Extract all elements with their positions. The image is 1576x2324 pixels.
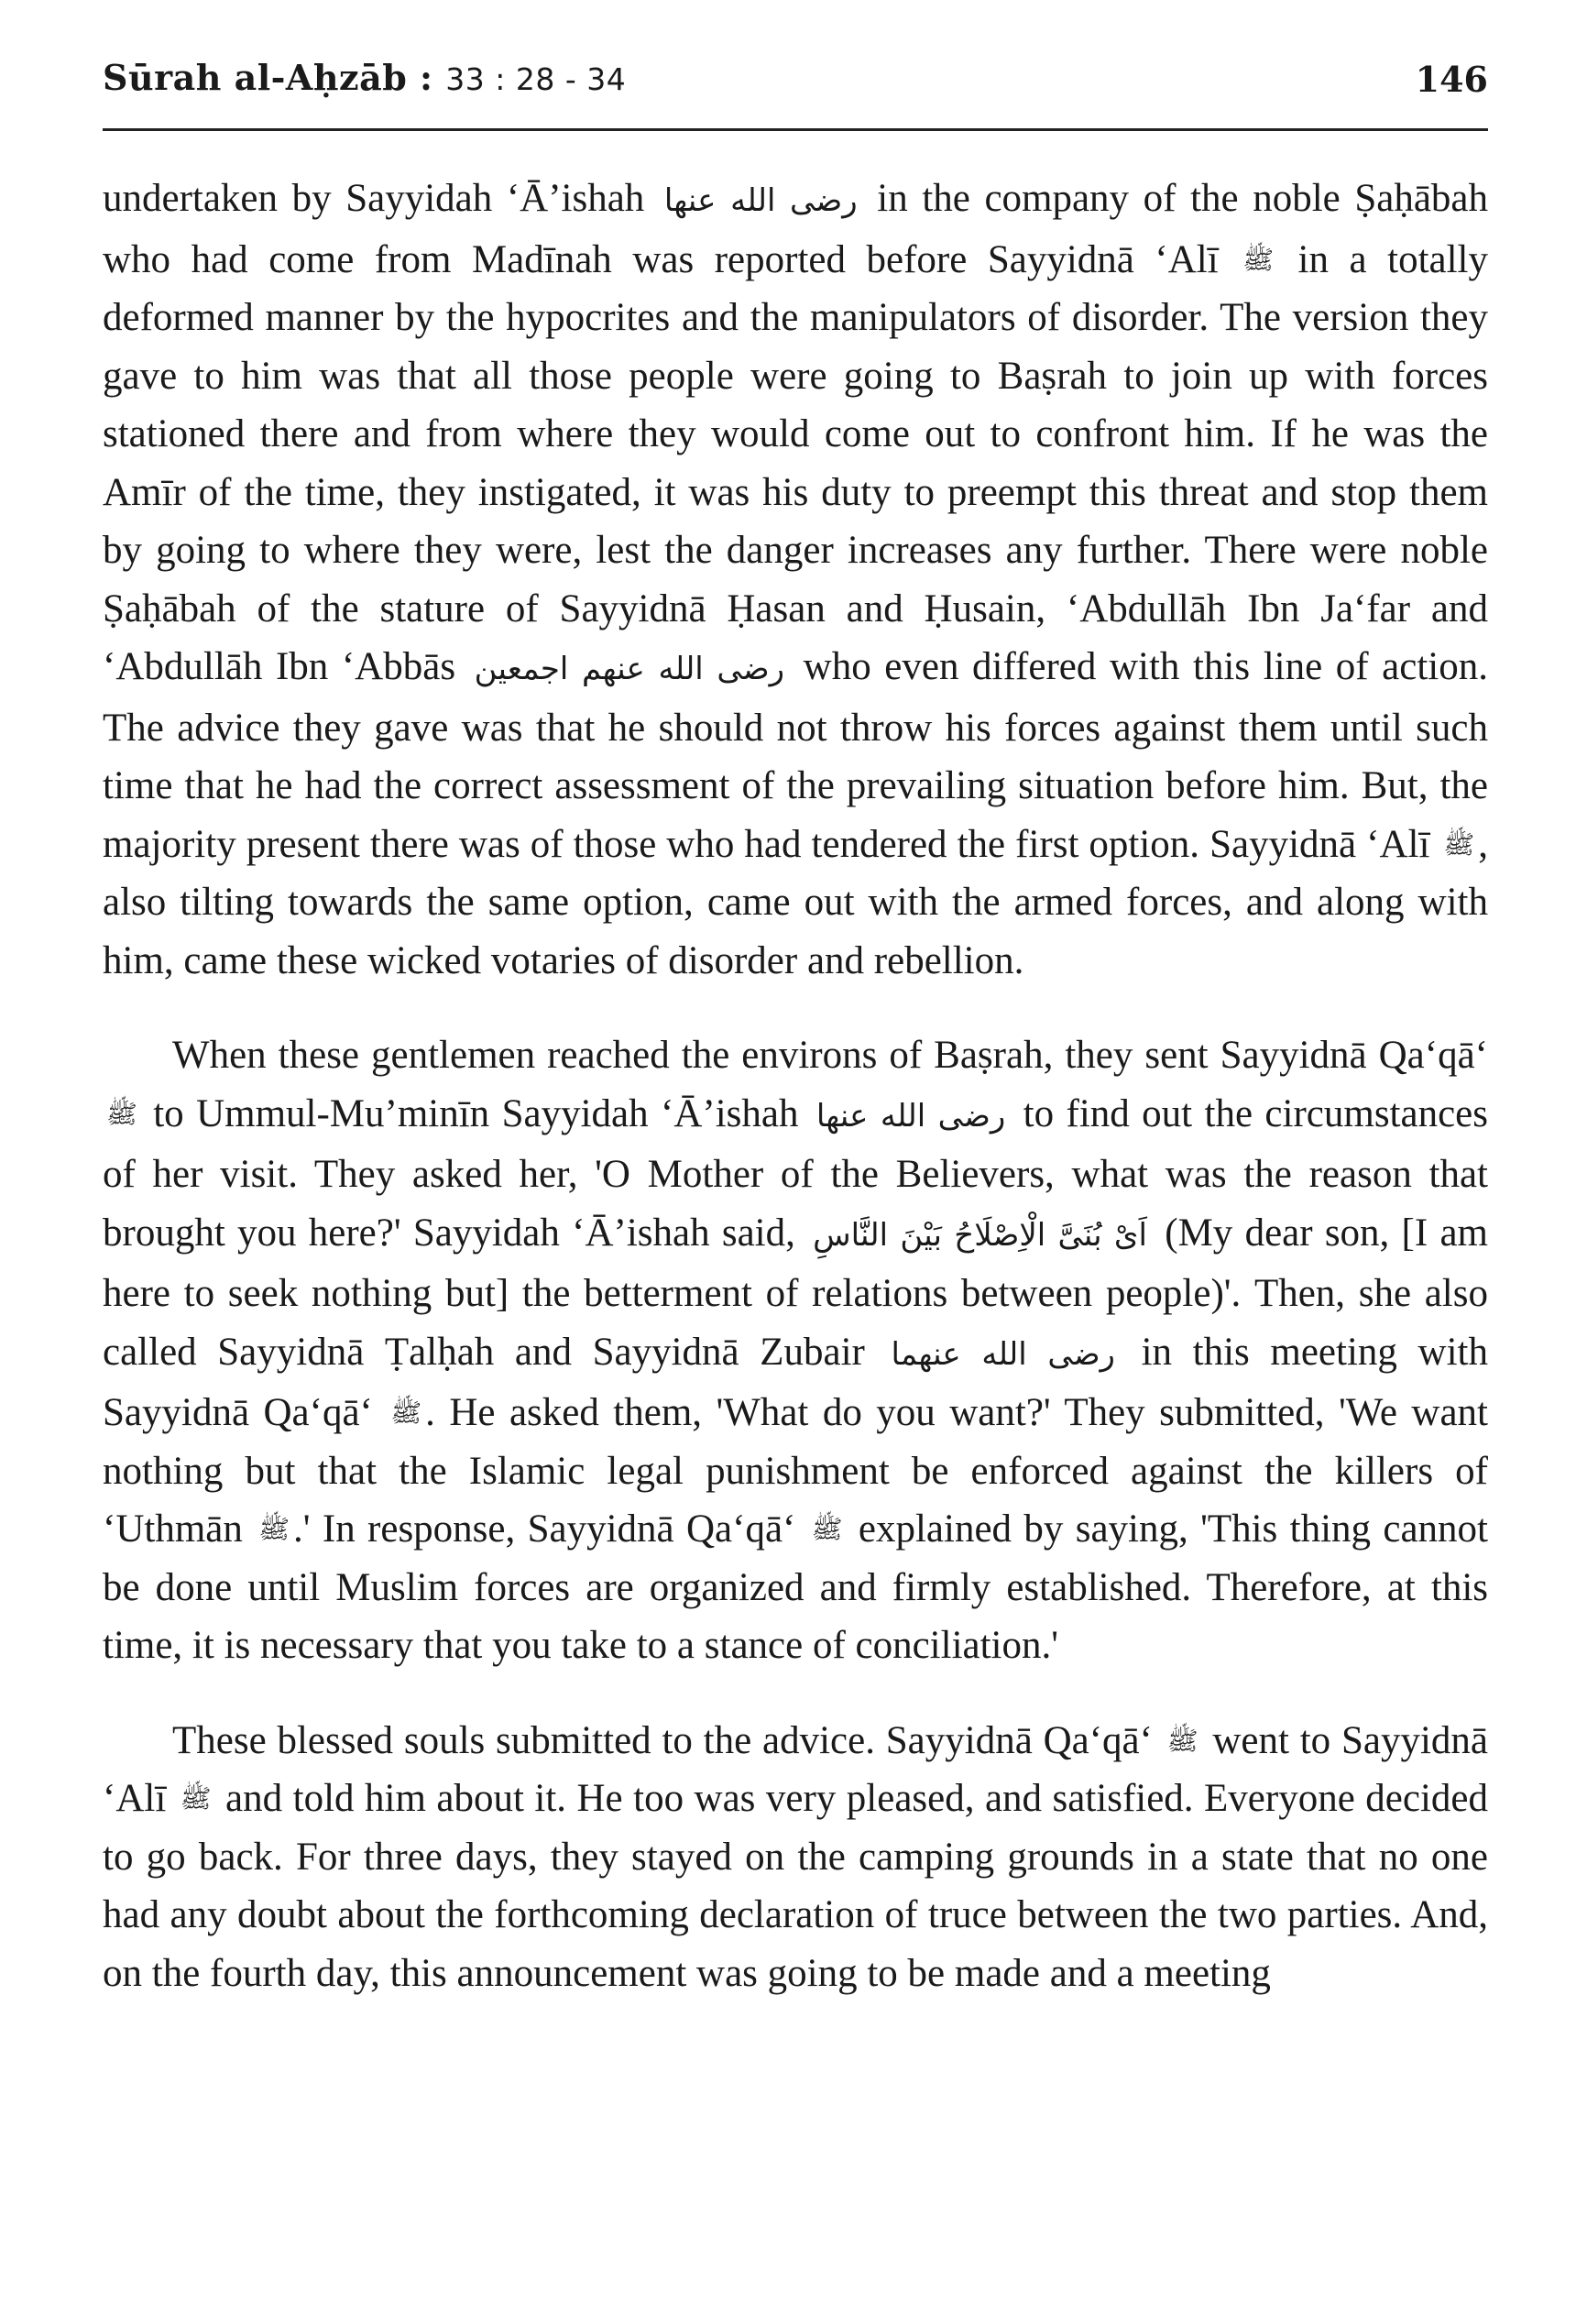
running-header [103, 37, 1488, 131]
honorific-symbol: ﷺ [390, 1398, 422, 1428]
paragraph-text: undertaken by Sayyidah ‘Ā’ishah [103, 177, 659, 220]
paragraph-text: went to Sayyidnā ‘Alī [103, 1718, 1488, 1820]
paragraph-text: explained by saying, 'This thing cannot be done until Muslim forces are organized and firmly established. Therefore, at this time, it is necessary that you take to a stance of conciliation.' [103, 1507, 1488, 1667]
arabic-phrase: رضى الله عنها [663, 182, 858, 219]
paragraph-text: to find out the circumstances of her visit. They asked her, 'O Mother of the Believers, what was the reason that brought you here?' Sayyidah ‘Ā’ishah said, [103, 1091, 1488, 1255]
paragraph-text: These blessed souls submitted to the advice. Sayyidnā Qa‘qā‘ [172, 1718, 1164, 1762]
arabic-phrase: اَىْ بُنَىَّ الْاِصْلَاحُ بَيْنَ النَّاسِ [813, 1216, 1147, 1254]
page-number: 146 [1415, 59, 1488, 100]
paragraph-text: in this meeting with Sayyidnā Qa‘qā‘ [103, 1330, 1488, 1434]
paragraph [103, 170, 1488, 990]
paragraph-text: .' In response, Sayyidnā Qa‘qā‘ [293, 1507, 808, 1551]
honorific-symbol: ﷺ [1166, 1725, 1198, 1756]
arabic-phrase: رضى الله عنهما [891, 1335, 1115, 1373]
paragraph-text: (My dear son, [I am here to seek nothing but] the betterment of relations between people)'. Then, she also called Sayyidnā Ṭalḥah and Sayyidnā Zubair [103, 1211, 1488, 1374]
paragraph [103, 1712, 1488, 2003]
paragraph-text: and told him about it. He too was very pleased, and satisfied. Everyone decided to go back. For three days, they stayed on the camping grounds in a state that no one had any doubt about the forthcoming declaration of truce between the two parties. And, on the fourth day, this announcement was going to be made and a meeting [103, 1777, 1488, 1995]
surah-title [103, 57, 626, 98]
body-text [103, 170, 1488, 2002]
paragraph-text: to Ummul-Mu’minīn Sayyidah ‘Ā’ishah [140, 1091, 811, 1135]
paragraph-text: , also tilting towards the same option, came out with the armed forces, and along with him, came these wicked votaries of disorder and rebellion. [103, 822, 1488, 982]
honorific-symbol: ﷺ [180, 1783, 212, 1814]
honorific-symbol: ﷺ [1242, 244, 1275, 275]
paragraph-text: . He asked them, 'What do you want?' They submitted, 'We want nothing but that the Islamic legal punishment be enforced against the killers of ‘Uthmān [103, 1391, 1488, 1551]
arabic-phrase: رضى الله عنها [815, 1097, 1006, 1135]
verse-reference: 33 : 28 - 34 [445, 61, 627, 97]
paragraph-text: who even differed with this line of action. The advice they gave was that he should not throw his forces against them until such time that he had the correct assessment of the prevailing situation before him. But, the majority present there was of those who had tendered the first option. Sayyidnā ‘Alī [103, 645, 1488, 866]
honorific-symbol: ﷺ [1443, 828, 1475, 860]
paragraph-text: When these gentlemen reached the environs of Baṣrah, they sent Sayyidnā Qa‘qā‘ [172, 1034, 1488, 1077]
honorific-symbol: ﷺ [106, 1098, 137, 1129]
honorific-symbol: ﷺ [258, 1514, 290, 1544]
paragraph-text: in the company of the noble Ṣaḥābah who had come from Madīnah was reported before Sayyidnā ‘Alī [103, 177, 1488, 281]
surah-name: Sūrah al-Aḥzāb : [103, 57, 433, 98]
arabic-phrase: رضى الله عنهم اجمعين [474, 651, 785, 687]
book-page [103, 37, 1488, 2002]
paragraph [103, 1026, 1488, 1675]
honorific-symbol: ﷺ [811, 1514, 843, 1544]
paragraph-text: in a totally deformed manner by the hypocrites and the manipulators of disorder. The version they gave to him was that all those people were going to Baṣrah to join up with forces stationed there and from where they would come out to confront him. If he was the Amīr of the time, they instigated, it was his duty to preempt this threat and stop them by going to where they were, lest the danger increases any further. There were noble Ṣaḥābah of the stature of Sayyidnā Ḥasan and Ḥusain, ‘Abdullāh Ibn Ja‘far and ‘Abdullāh Ibn ‘Abbās [103, 237, 1488, 688]
